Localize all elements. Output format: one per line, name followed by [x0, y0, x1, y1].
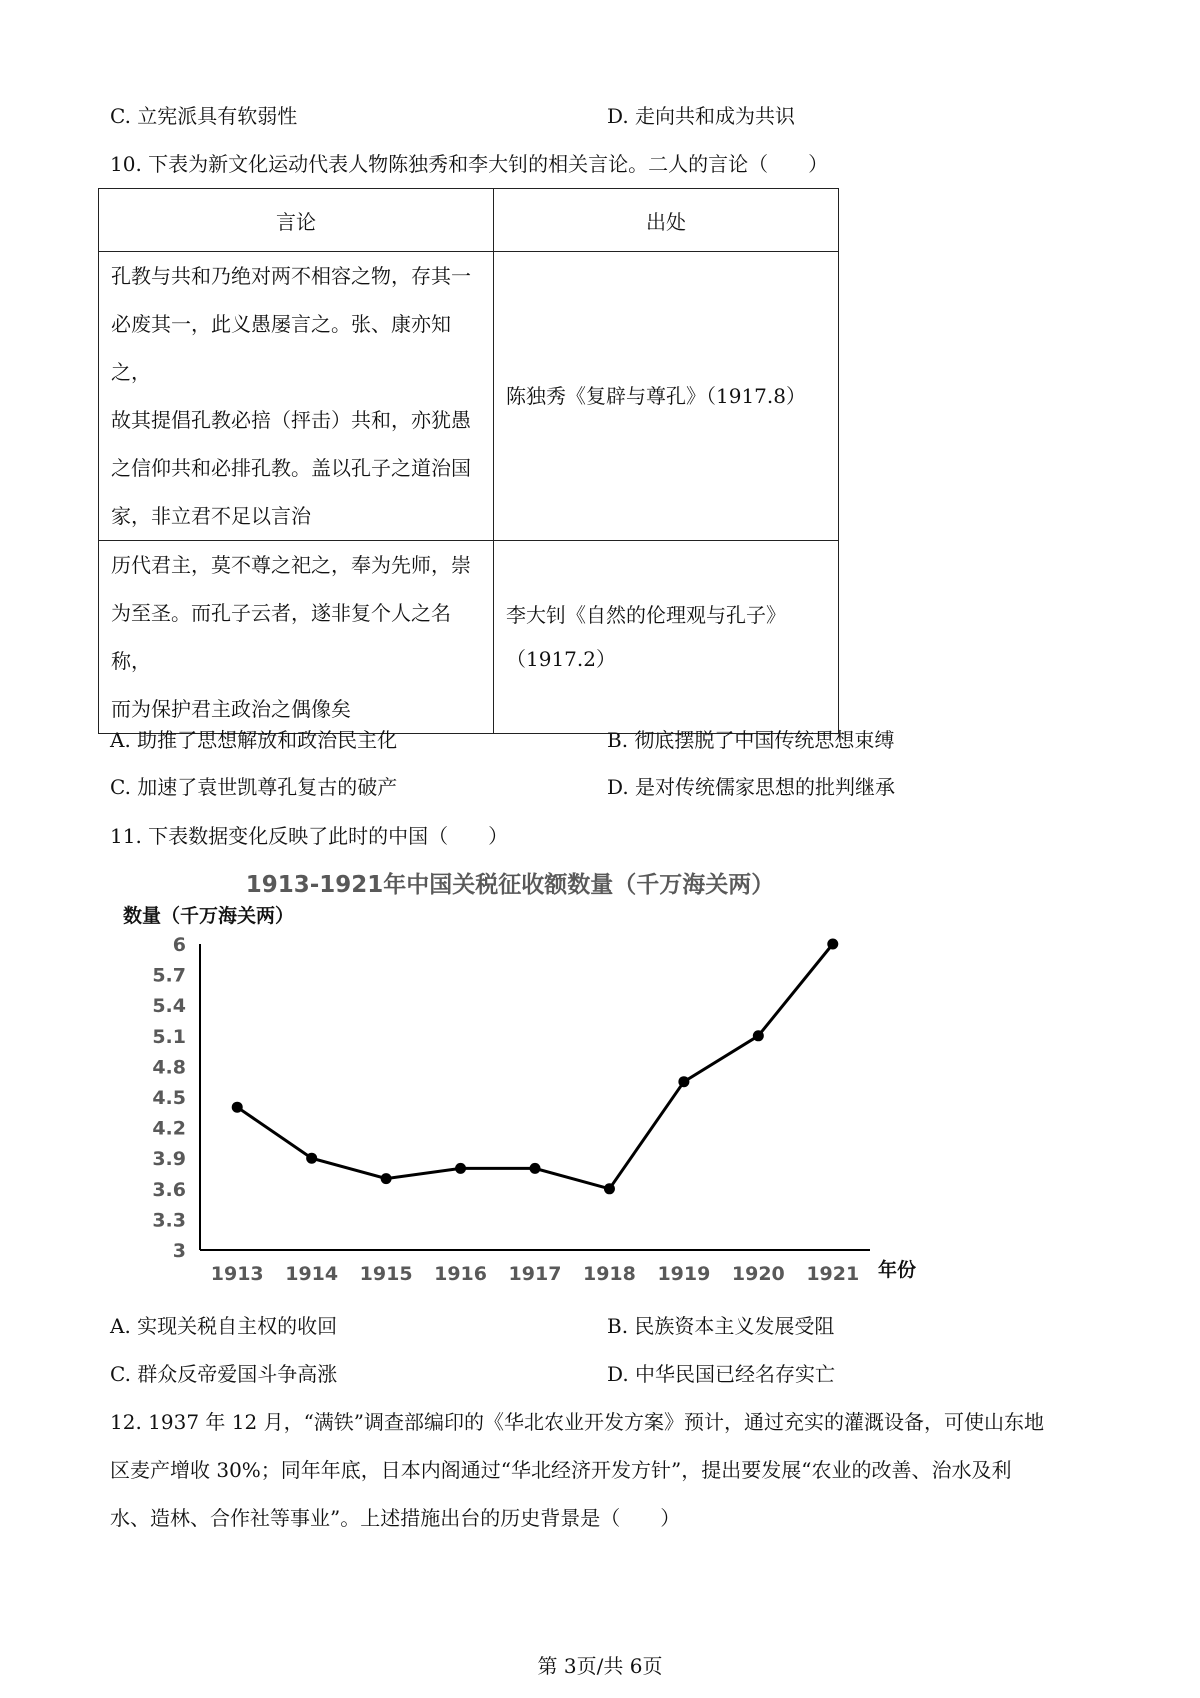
data-point	[530, 1163, 541, 1174]
data-point	[381, 1173, 392, 1184]
source-line: 陈独秀《复辟与尊孔》（1917.8）	[506, 384, 806, 408]
q9-option-d: D. 走向共和成为共识	[607, 104, 796, 128]
q12-line-3: 水、造林、合作社等事业”。上述措施出台的历史背景是（ ）	[110, 1506, 681, 1530]
q11-option-a: A. 实现关税自主权的收回	[110, 1314, 338, 1338]
y-tick-label: 3	[172, 1240, 186, 1262]
x-tick-label: 1914	[285, 1263, 339, 1285]
y-tick-label: 5.7	[152, 964, 186, 987]
quote-line: 而为保护君主政治之偶像矣	[111, 697, 351, 721]
quote-line: 孔教与共和乃绝对两不相容之物，存其一	[111, 264, 471, 288]
q11-option-b: B. 民族资本主义发展受阻	[607, 1314, 835, 1338]
data-point	[232, 1102, 243, 1113]
quote-cell	[99, 541, 494, 734]
data-point	[306, 1153, 317, 1164]
table-row	[99, 252, 839, 541]
x-tick-label: 1919	[657, 1263, 711, 1285]
data-point	[827, 939, 838, 950]
q10-option-a: A. 助推了思想解放和政治民主化	[110, 728, 398, 752]
y-tick-label: 4.2	[152, 1117, 186, 1140]
q10-option-c: C. 加速了袁世凯尊孔复古的破产	[110, 775, 398, 799]
q11-option-d: D. 中华民国已经名存实亡	[607, 1362, 836, 1386]
y-axis-label: 数量（千万海关两）	[123, 905, 295, 927]
y-tick-label: 6	[172, 934, 186, 956]
x-tick-label: 1918	[582, 1263, 636, 1285]
quote-line: 之信仰共和必排孔教。盖以孔子之道治国	[111, 456, 471, 480]
q10-stem: 10. 下表为新文化运动代表人物陈独秀和李大钊的相关言论。二人的言论（ ）	[110, 152, 829, 176]
chart-title: 1913-1921年中国关税征收额数量（千万海关两）	[245, 872, 775, 898]
q11-option-c: C. 群众反帝爱国斗争高涨	[110, 1362, 338, 1386]
series-line	[237, 944, 833, 1189]
x-tick-label: 1915	[359, 1263, 413, 1285]
table-header-row	[99, 189, 839, 252]
table-row	[99, 541, 839, 734]
data-point	[455, 1163, 466, 1174]
y-tick-label: 4.5	[152, 1087, 186, 1109]
x-tick-label: 1917	[508, 1263, 562, 1285]
y-tick-label: 4.8	[152, 1056, 186, 1079]
q11-stem: 11. 下表数据变化反映了此时的中国（ ）	[110, 824, 509, 848]
x-tick-label: 1916	[434, 1263, 488, 1285]
page-number: 第 3页/共 6页	[537, 1654, 663, 1678]
source-cell	[494, 252, 839, 541]
q10-option-b: B. 彻底摆脱了中国传统思想束缚	[607, 728, 895, 752]
x-axis-label: 年份	[878, 1259, 917, 1281]
y-tick-label: 5.1	[152, 1025, 186, 1048]
y-tick-label: 3.9	[152, 1148, 186, 1171]
tariff-line-chart	[100, 862, 950, 1302]
quote-line: 必废其一，此义愚屡言之。张、康亦知之，	[111, 312, 451, 384]
data-point	[753, 1030, 764, 1041]
source-line: （1917.2）	[506, 647, 616, 671]
x-tick-label: 1921	[806, 1263, 860, 1285]
quote-cell	[99, 252, 494, 541]
table-header-source: 出处	[494, 189, 839, 252]
x-tick-label: 1920	[731, 1263, 785, 1285]
table-header-quote: 言论	[99, 189, 494, 252]
quotes-table	[98, 188, 839, 734]
q9-option-c: C. 立宪派具有软弱性	[110, 104, 298, 128]
quote-line: 故其提倡孔教必掊（抨击）共和，亦犹愚	[111, 408, 471, 432]
y-tick-label: 5.4	[152, 995, 186, 1018]
x-tick-label: 1913	[210, 1263, 264, 1285]
data-point	[604, 1183, 615, 1194]
source-line: 李大钊《自然的伦理观与孔子》	[506, 603, 786, 627]
quote-line: 历代君主，莫不尊之祀之，奉为先师，崇	[111, 553, 471, 577]
q10-option-d: D. 是对传统儒家思想的批判继承	[607, 775, 896, 799]
data-point	[678, 1076, 689, 1087]
y-tick-label: 3.6	[152, 1178, 186, 1201]
q12-line-1: 12. 1937 年 12 月，“满铁”调查部编印的《华北农业开发方案》预计，通过充实的灌溉设备，可使山东地	[110, 1410, 1045, 1434]
q12-line-2: 区麦产增收 30%；同年年底，日本内阁通过“华北经济开发方针”，提出要发展“农业的改善、治水及利	[110, 1458, 1012, 1482]
source-cell	[494, 541, 839, 734]
quote-line: 为至圣。而孔子云者，遂非复个人之名称，	[111, 601, 451, 673]
quote-line: 家，非立君不足以言治	[111, 504, 311, 528]
y-tick-label: 3.3	[152, 1209, 186, 1232]
